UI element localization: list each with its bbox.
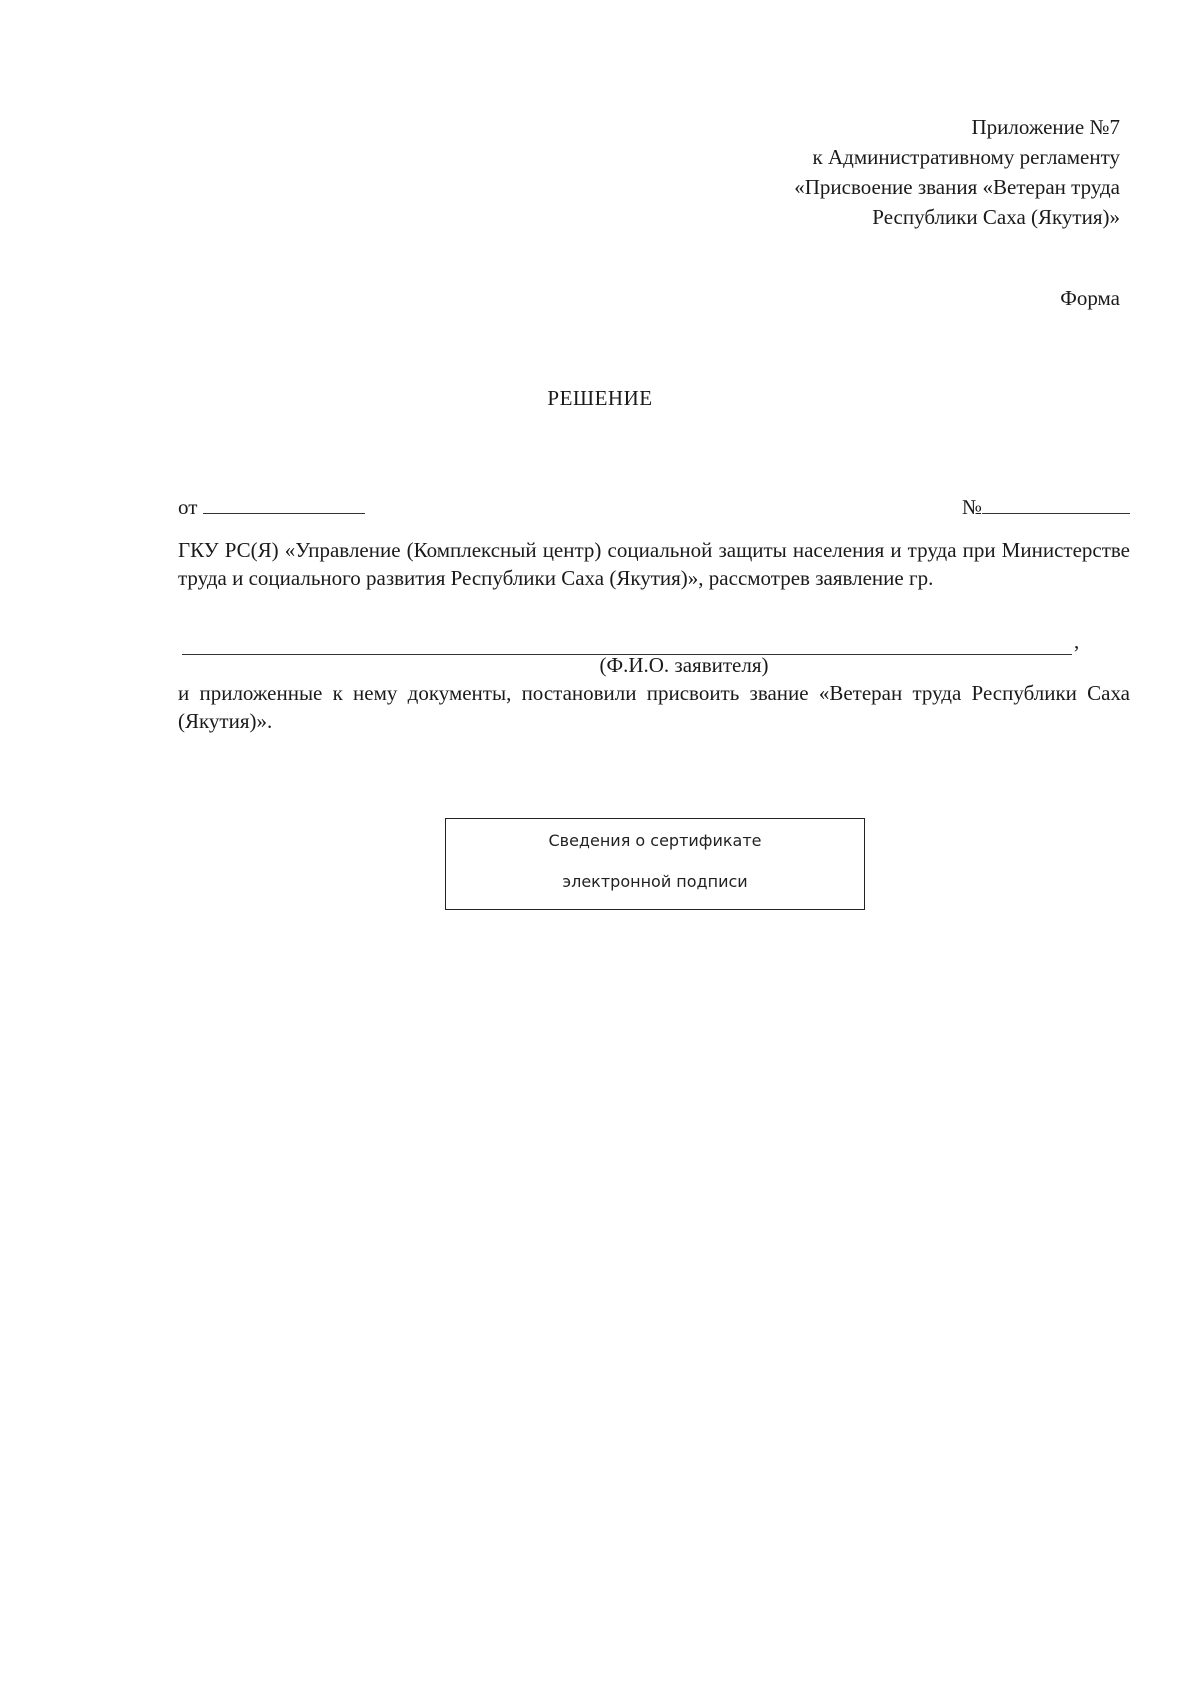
applicant-comma: , xyxy=(1074,629,1080,653)
electronic-signature-box xyxy=(445,818,865,910)
date-blank-line xyxy=(203,491,365,514)
date-label: от xyxy=(178,495,198,519)
appendix-header xyxy=(794,112,1120,232)
document-title: РЕШЕНИЕ xyxy=(547,386,653,410)
appendix-line-4: Республики Саха (Якутия)» xyxy=(872,205,1120,229)
date-field xyxy=(178,491,365,522)
date-number-row xyxy=(178,491,1130,521)
form-label: Форма xyxy=(1060,286,1120,310)
decision-paragraph-1: ГКУ РС(Я) «Управление (Комплексный центр) социальной защиты населения и труда при Министерстве труда и социального развития Республики Саха (Якутия)», рассмотрев заявление гр. xyxy=(178,538,1130,590)
appendix-line-1: Приложение №7 xyxy=(971,115,1120,139)
number-label: № xyxy=(961,495,982,519)
number-field xyxy=(962,491,1130,522)
appendix-line-2: к Административному регламенту xyxy=(812,145,1120,169)
signature-box-line-1: Сведения о сертификате xyxy=(548,831,762,850)
signature-box-line-2: электронной подписи xyxy=(562,872,748,891)
appendix-line-3: «Присвоение звания «Ветеран труда xyxy=(794,175,1120,199)
applicant-name-caption: (Ф.И.О. заявителя) xyxy=(599,653,769,677)
number-blank-line xyxy=(982,491,1130,514)
decision-paragraph-2: и приложенные к нему документы, постановили присвоить звание «Ветеран труда Республики Саха (Якутия)». xyxy=(178,681,1130,733)
